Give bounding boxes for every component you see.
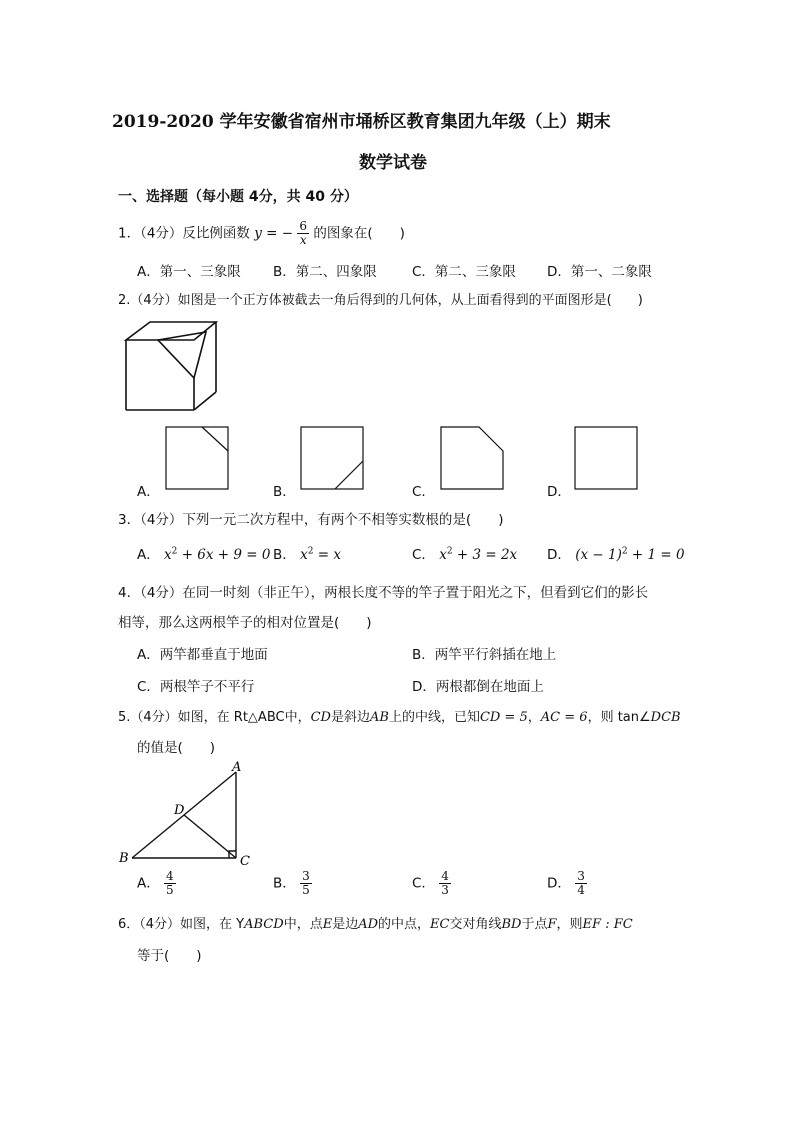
section-header: 一、选择题（每小题 4分，共 40 分） [118, 189, 358, 205]
q1-option-a: A．第一、三象限 [137, 264, 241, 280]
question-1 [118, 220, 405, 247]
q1-frac-den: x [299, 233, 307, 247]
question-6-line1: 6．（4分）如图，在 YABCD中，点E是边AD的中点，EC交对角线BD于点F，则EF : FC [118, 917, 633, 932]
q2-label-a: A． [137, 484, 160, 500]
q3-label-a: A． [137, 547, 160, 563]
page-subtitle: 数学试卷 [359, 153, 427, 173]
q2-option-b-figure [299, 425, 367, 493]
q3-label-d: D． [547, 547, 571, 563]
q2-option-c-figure [439, 425, 507, 493]
page-title: 2019-2020 学年安徽省宿州市埇桥区教育集团九年级（上）期末 [112, 112, 611, 132]
q5-label-C: C [240, 854, 250, 869]
q5-label-B: B [119, 851, 129, 866]
question-4-line1: 4．（4分）在同一时刻（非正午），两根长度不等的竿子置于阳光之下，但看到它们的影长 [118, 585, 649, 601]
q1-eq: = − [261, 225, 294, 242]
q2-option-d-figure [573, 425, 641, 493]
q3-c-expr: $x^2 + 3 = 2x$ [439, 546, 518, 563]
q1-suffix: 的图象在( ) [313, 225, 405, 242]
question-5-line2: 的值是( ) [137, 740, 216, 756]
q1-option-c: C．第二、三象限 [412, 264, 516, 280]
question-4-line2: 相等，那么这两根竿子的相对位置是( ) [118, 615, 372, 631]
q1-option-b: B．第二、四象限 [273, 264, 377, 280]
q5-option-c: C． $\frac{4}{3}$ [412, 869, 449, 897]
q5-option-d: D． $\frac{3}{4}$ [547, 869, 585, 897]
q1-prefix: 1．（4分）反比例函数 [118, 225, 250, 242]
q2-label-d: D． [547, 484, 571, 500]
q3-b-expr: $x^2 = x$ [300, 546, 341, 563]
q3-option-d [547, 543, 685, 563]
q2-label-c: C． [412, 484, 435, 500]
q2-option-a-figure [164, 425, 232, 493]
q1-var-y: y [254, 225, 262, 242]
q5-option-b: B． $\frac{3}{5}$ [273, 869, 310, 897]
q1-option-d: D．第一、二象限 [547, 264, 652, 280]
q5-triangle-figure [116, 758, 256, 870]
q1-frac-num: 6 [299, 219, 308, 233]
q3-label-c: C． [412, 547, 435, 563]
q3-a-expr: $x^2 + 6x + 9 = 0$ [164, 546, 271, 563]
question-5-line1: 5.（4分）如图，在 Rt△ABC中，CD是斜边AB上的中线，已知CD = 5，AC = 6，则 tan∠DCB [118, 710, 681, 725]
question-6-line2: 等于( ) [137, 948, 202, 964]
q1-fraction [297, 220, 309, 247]
q5-option-a: A． $\frac{4}{5}$ [137, 869, 174, 897]
q3-option-b [273, 543, 341, 563]
q4-option-d: D．两根都倒在地面上 [412, 679, 544, 695]
q4-option-b: B．两竿平行斜插在地上 [412, 647, 557, 663]
q5-label-A: A [232, 760, 242, 775]
q2-label-b: B． [273, 484, 296, 500]
q2-cube-figure [118, 318, 222, 414]
q4-option-c: C．两根竿子不平行 [137, 679, 255, 695]
q3-option-c [412, 543, 517, 563]
q3-option-a [137, 543, 270, 563]
q5-label-D: D [174, 803, 185, 818]
question-2: 2.（4分）如图是一个正方体被截去一角后得到的几何体，从上面看得到的平面图形是( ) [118, 293, 643, 308]
q3-d-expr: $(x - 1)^2 + 1 = 0$ [575, 546, 685, 563]
question-3: 3．（4分）下列一元二次方程中，有两个不相等实数根的是( ) [118, 512, 504, 528]
q3-label-b: B． [273, 547, 296, 563]
q4-option-a: A．两竿都垂直于地面 [137, 647, 268, 663]
